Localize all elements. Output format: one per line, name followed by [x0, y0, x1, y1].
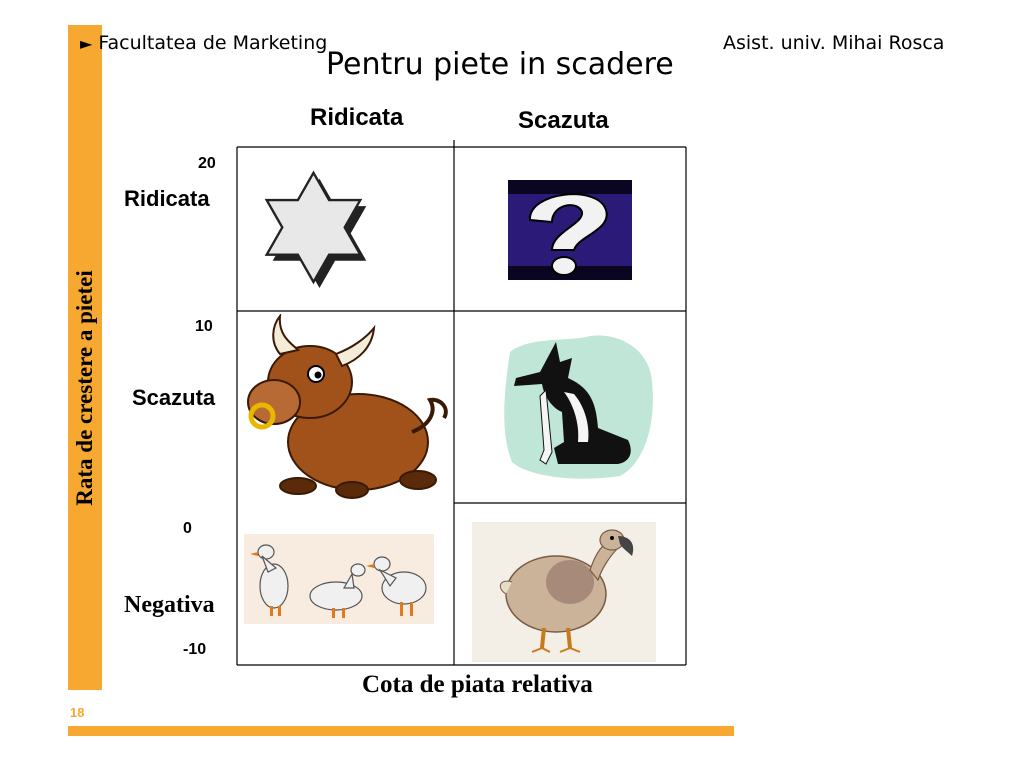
- x-axis-label: Cota de piata relativa: [362, 671, 593, 698]
- tick-label: 0: [183, 520, 192, 537]
- question-mark-icon: [508, 180, 632, 280]
- tick-label: 10: [195, 318, 213, 335]
- tick-label: 20: [198, 155, 216, 172]
- row-label-scazuta: Scazuta: [132, 385, 216, 410]
- column-header-ridicata: Ridicata: [310, 104, 404, 131]
- play-arrow-icon: ►: [80, 34, 93, 53]
- geese-icon: [244, 534, 434, 624]
- slide-title: Pentru piete in scadere: [326, 47, 674, 82]
- page-number: 18: [70, 705, 85, 720]
- y-axis-label: Rata de crestere a pietei: [72, 270, 97, 506]
- tick-label: -10: [183, 641, 207, 658]
- column-header-scazuta: Scazuta: [518, 107, 609, 134]
- dodo-bird-icon: [472, 522, 656, 662]
- dog-icon: [500, 332, 658, 480]
- row-label-negativa: Negativa: [124, 592, 215, 618]
- faculty-name: Facultatea de Marketing: [98, 32, 328, 54]
- star-icon: [262, 165, 402, 295]
- row-label-ridicata: Ridicata: [124, 186, 210, 211]
- cash-cow-bull-icon: [240, 314, 452, 504]
- header-author: Asist. univ. Mihai Rosca: [723, 32, 945, 54]
